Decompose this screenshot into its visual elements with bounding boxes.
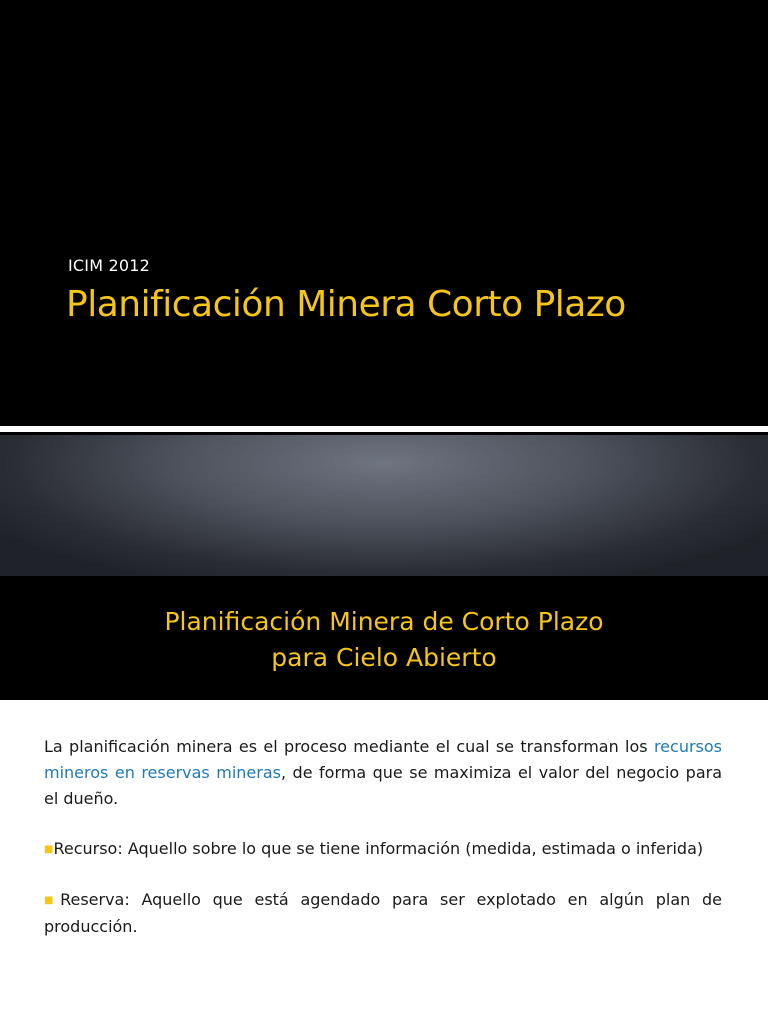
bullet-icon: ■ xyxy=(44,895,61,906)
page-title: Planificación Minera Corto Plazo xyxy=(66,284,626,325)
title-slide xyxy=(0,0,768,426)
event-label: ICIM 2012 xyxy=(68,256,151,275)
section-title-line-2: para Cielo Abierto xyxy=(271,643,497,672)
section-title-line-1: Planificación Minera de Corto Plazo xyxy=(164,607,604,636)
bullet-item-recurso xyxy=(44,836,722,863)
intro-paragraph xyxy=(44,734,722,812)
intro-text-end: , de forma que se maximiza el valor del negocio para el dueño. xyxy=(44,763,723,808)
body-content xyxy=(44,734,722,940)
section-title xyxy=(0,604,768,676)
bullet-text: Reserva: Aquello que está agendado para ser explotado en algún plan de producción. xyxy=(44,890,723,936)
highlight-text: recursos mineros en reservas mineras xyxy=(44,737,722,782)
intro-text: La planificación minera es el proceso mediante el cual se transforman los xyxy=(44,737,654,756)
bullet-icon: ■ xyxy=(44,844,54,855)
bullet-text: Recurso: Aquello sobre lo que se tiene información (medida, estimada o inferida) xyxy=(53,839,704,858)
bullet-item-reserva xyxy=(44,887,722,940)
decorative-gradient-band xyxy=(0,435,768,576)
